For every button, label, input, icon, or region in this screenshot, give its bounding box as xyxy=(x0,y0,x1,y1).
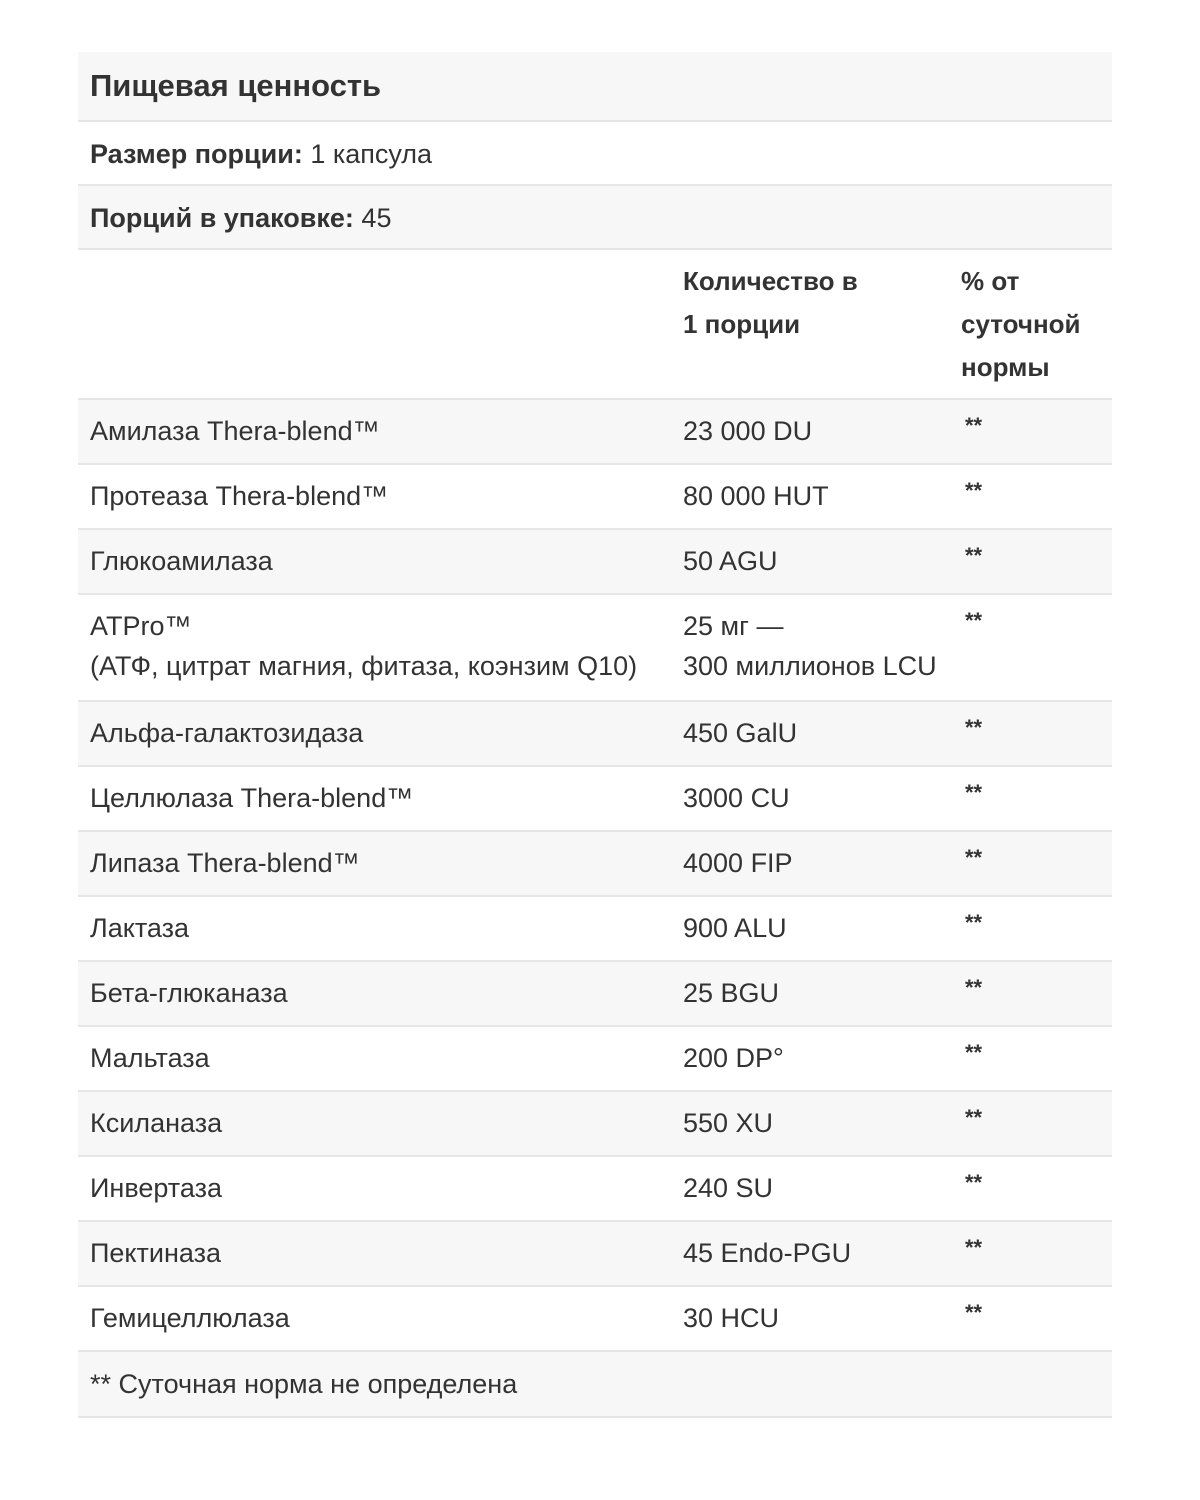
table-row xyxy=(78,897,1112,962)
nutrition-facts-table xyxy=(78,52,1112,1418)
nutrient-name: Бета-глюканаза xyxy=(90,978,288,1008)
table-row xyxy=(78,767,1112,832)
header-dv-line: % от xyxy=(961,266,1020,296)
nutrient-amount: 80 000 HUT xyxy=(683,481,829,511)
nutrient-name-line: ATPro™ xyxy=(90,611,192,641)
nutrient-name: Инвертаза xyxy=(90,1173,222,1203)
nutrient-amount: 240 SU xyxy=(683,1173,774,1203)
nutrient-amount: 4000 FIP xyxy=(683,848,793,878)
serving-size-label: Размер порции: xyxy=(90,139,303,169)
header-amount-cell xyxy=(683,260,961,346)
nutrient-amount: 23 000 DU xyxy=(683,416,813,446)
nutrient-amount: 200 DP° xyxy=(683,1043,784,1073)
table-row xyxy=(78,1287,1112,1352)
table-row xyxy=(78,1157,1112,1222)
nutrient-name: Целлюлаза Thera-blend™ xyxy=(90,783,414,813)
nutrient-daily-value: ** xyxy=(965,715,983,740)
nutrient-amount xyxy=(683,606,961,686)
nutrient-amount: 50 AGU xyxy=(683,546,778,576)
serving-size-value: 1 капсула xyxy=(310,139,433,169)
nutrient-amount: 3000 CU xyxy=(683,783,790,813)
nutrient-daily-value: ** xyxy=(965,1170,983,1195)
footnote-row xyxy=(78,1352,1112,1418)
table-title xyxy=(78,52,1112,122)
nutrient-daily-value: ** xyxy=(965,780,983,805)
table-row xyxy=(78,1027,1112,1092)
nutrient-amount-line: 300 миллионов LCU xyxy=(683,651,937,681)
nutrient-amount: 25 BGU xyxy=(683,978,780,1008)
nutrient-amount: 550 XU xyxy=(683,1108,774,1138)
table-row xyxy=(78,595,1112,702)
nutrient-amount: 30 HCU xyxy=(683,1303,780,1333)
nutrient-daily-value: ** xyxy=(965,1235,983,1260)
nutrient-daily-value: ** xyxy=(965,413,983,438)
servings-per-container-row xyxy=(78,186,1112,250)
nutrient-name-line: (АТФ, цитрат магния, фитаза, коэнзим Q10) xyxy=(90,651,638,681)
nutrient-daily-value: ** xyxy=(965,543,983,568)
table-row xyxy=(78,530,1112,595)
nutrient-name: Липаза Thera-blend™ xyxy=(90,848,360,878)
nutrient-daily-value: ** xyxy=(965,845,983,870)
nutrient-name: Протеаза Thera-blend™ xyxy=(90,481,389,511)
header-daily-value-cell xyxy=(961,260,1112,389)
nutrient-daily-value: ** xyxy=(965,1105,983,1130)
table-row xyxy=(78,465,1112,530)
header-dv-line: суточной xyxy=(961,309,1081,339)
table-row xyxy=(78,1222,1112,1287)
nutrient-amount: 900 ALU xyxy=(683,913,787,943)
column-header-row xyxy=(78,250,1112,400)
nutrient-daily-value: ** xyxy=(965,608,983,633)
nutrient-name: Амилаза Thera-blend™ xyxy=(90,416,380,446)
nutrient-name: Лактаза xyxy=(90,913,190,943)
nutrient-daily-value: ** xyxy=(965,1300,983,1325)
header-dv-line: нормы xyxy=(961,352,1050,382)
nutrient-daily-value: ** xyxy=(965,1040,983,1065)
table-row xyxy=(78,702,1112,767)
nutrient-name: Альфа-галактозидаза xyxy=(90,718,364,748)
nutrient-name: Гемицеллюлаза xyxy=(90,1303,290,1333)
nutrient-name: Глюкоамилаза xyxy=(90,546,273,576)
servings-per-container-value: 45 xyxy=(361,203,392,233)
table-row xyxy=(78,962,1112,1027)
nutrient-daily-value: ** xyxy=(965,910,983,935)
nutrient-amount-line: 25 мг — xyxy=(683,611,784,641)
nutrient-amount: 45 Endo-PGU xyxy=(683,1238,852,1268)
title-text: Пищевая ценность xyxy=(90,68,382,103)
table-row xyxy=(78,400,1112,465)
header-amount-line: 1 порции xyxy=(683,309,801,339)
serving-size-row xyxy=(78,122,1112,186)
nutrient-name: Ксиланаза xyxy=(90,1108,223,1138)
nutrient-daily-value: ** xyxy=(965,975,983,1000)
nutrient-name xyxy=(78,606,683,686)
servings-per-container-label: Порций в упаковке: xyxy=(90,203,354,233)
nutrient-name: Мальтаза xyxy=(90,1043,210,1073)
nutrient-amount: 450 GalU xyxy=(683,718,798,748)
header-amount-line: Количество в xyxy=(683,266,858,296)
nutrient-daily-value: ** xyxy=(965,478,983,503)
table-row xyxy=(78,832,1112,897)
table-row xyxy=(78,1092,1112,1157)
nutrient-name: Пектиназа xyxy=(90,1238,222,1268)
footnote-text: ** Суточная норма не определена xyxy=(90,1369,518,1399)
